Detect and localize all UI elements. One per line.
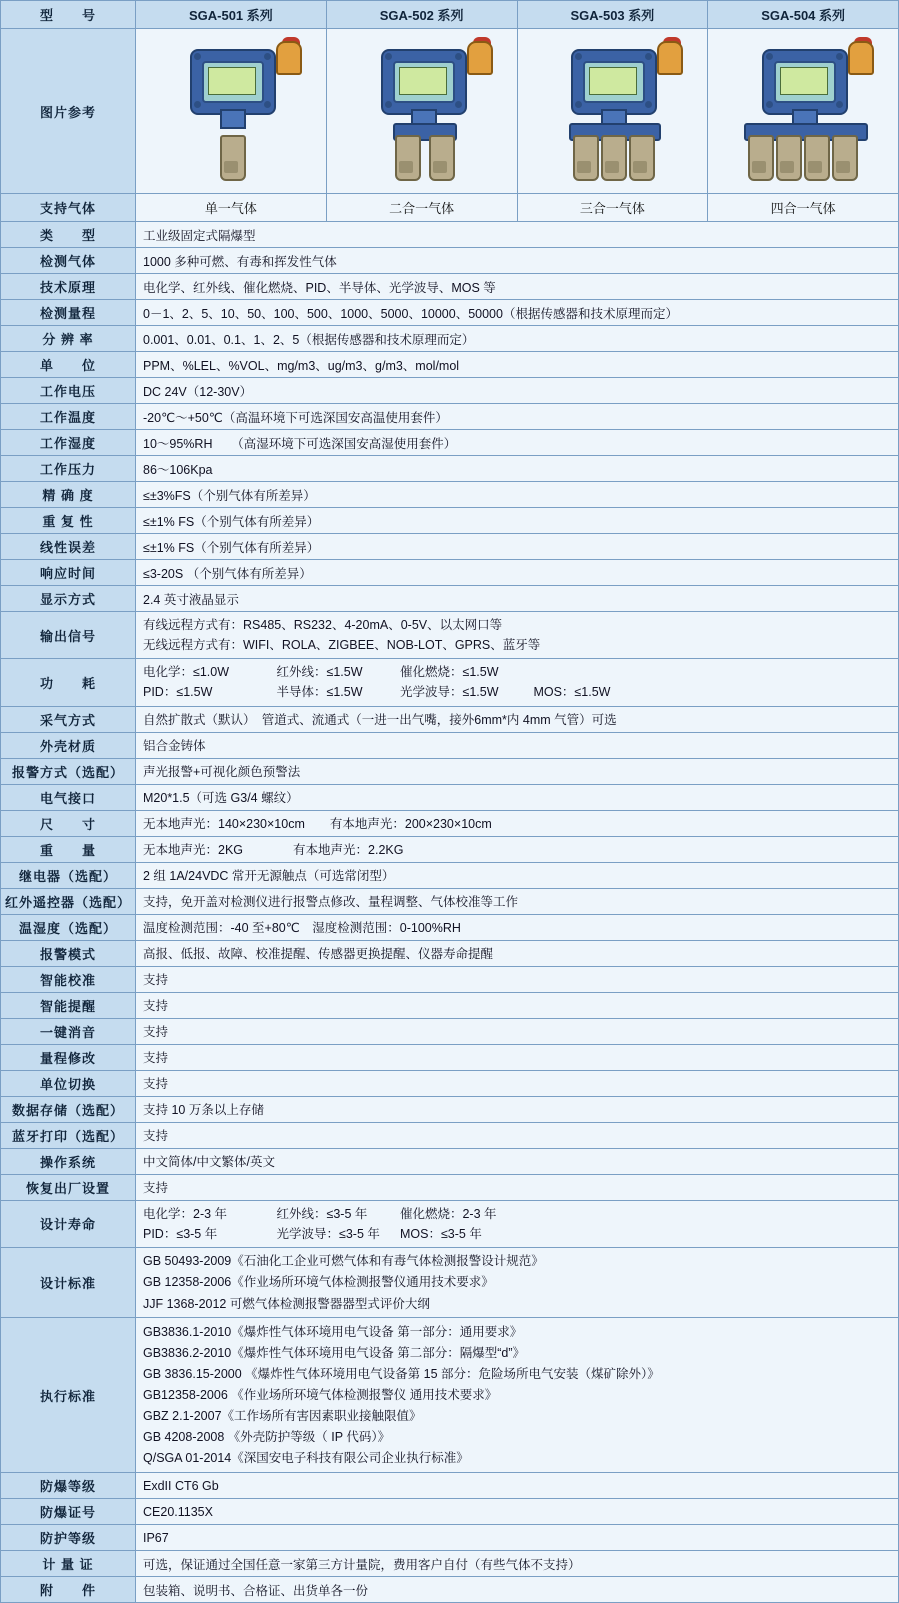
table-row-execute-standard <box>1 1318 899 1473</box>
row-label: 继电器（选配） <box>1 862 136 888</box>
design-standard-item: GB 12358-2006《作业场所环境气体检测报警仪通用技术要求》 <box>143 1275 494 1290</box>
lifetime-optical-waveguide: 光学波导：≤3-5 年 <box>276 1226 380 1241</box>
row-value-execute-standard <box>136 1318 899 1473</box>
table-row <box>1 430 899 456</box>
row-label: 温湿度（选配） <box>1 914 136 940</box>
table-row <box>1 862 899 888</box>
table-row-model-header <box>1 1 899 29</box>
row-value: CE20.1135X <box>136 1499 899 1525</box>
design-standard-item: GB 50493-2009《石油化工企业可燃气体和有毒气体检测报警设计规范》 <box>143 1254 544 1269</box>
execute-standard-item: GB12358-2006 《作业场所环境气体检测报警仪 通用技术要求》 <box>143 1388 498 1402</box>
lifetime-mos: MOS：≤3-5 年 <box>399 1226 482 1241</box>
table-row-design-standard <box>1 1247 899 1317</box>
table-row <box>1 274 899 300</box>
row-label: 量程修改 <box>1 1044 136 1070</box>
row-label: 单 位 <box>1 352 136 378</box>
row-value: 铝合金铸体 <box>136 732 899 758</box>
row-label: 防爆等级 <box>1 1473 136 1499</box>
row-value: ExdII CT6 Gb <box>136 1473 899 1499</box>
table-row <box>1 508 899 534</box>
row-value: 支持 <box>136 1174 899 1200</box>
row-label: 采气方式 <box>1 706 136 732</box>
table-row <box>1 1499 899 1525</box>
table-row <box>1 1096 899 1122</box>
row-value: 中文简体/中文繁体/英文 <box>136 1148 899 1174</box>
power-line-1 <box>143 662 891 682</box>
row-value: 2.4 英寸液晶显示 <box>136 586 899 612</box>
row-label: 显示方式 <box>1 586 136 612</box>
table-row <box>1 784 899 810</box>
row-label-design-standard: 设计标准 <box>1 1247 136 1317</box>
row-value: PPM、%LEL、%VOL、mg/m3、ug/m3、g/m3、mol/mol <box>136 352 899 378</box>
table-row <box>1 706 899 732</box>
execute-standard-item: Q/SGA 01-2014《深国安电子科技有限公司企业执行标准》 <box>143 1451 469 1466</box>
model-header-4: SGA-504 系列 <box>708 1 899 29</box>
gas-support-value-4: 四合一气体 <box>708 194 899 222</box>
row-value: 1000 多种可燃、有毒和挥发性气体 <box>136 248 899 274</box>
row-value: 包装箱、说明书、合格证、出货单各一份 <box>136 1577 899 1603</box>
table-row <box>1 914 899 940</box>
row-label: 附 件 <box>1 1577 136 1603</box>
row-label: 智能提醒 <box>1 992 136 1018</box>
row-value-power <box>136 659 899 706</box>
row-value: 支持 10 万条以上存储 <box>136 1096 899 1122</box>
table-row-design-lifetime <box>1 1200 899 1247</box>
row-label: 单位切换 <box>1 1070 136 1096</box>
row-label: 工作电压 <box>1 378 136 404</box>
row-label: 重 复 性 <box>1 508 136 534</box>
table-row <box>1 992 899 1018</box>
execute-standard-item: GB3836.2-2010《爆炸性气体环境用电气设备 第二部分：隔爆型“d”》 <box>143 1345 526 1360</box>
table-row <box>1 1122 899 1148</box>
output-signal-wireless: 无线远程方式有：WIFI、ROLA、ZIGBEE、NOB-LOT、GPRS、蓝牙等 <box>143 638 541 653</box>
gas-support-value-2: 二合一气体 <box>326 194 517 222</box>
row-value-output-signal <box>136 612 899 659</box>
model-header-1: SGA-501 系列 <box>136 1 327 29</box>
row-label: 类 型 <box>1 222 136 248</box>
gas-support-value-1: 单一气体 <box>136 194 327 222</box>
table-row <box>1 836 899 862</box>
power-infrared: 红外线：≤1.5W <box>276 665 363 680</box>
table-row <box>1 534 899 560</box>
row-value: 声光报警+可视化颜色预警法 <box>136 758 899 784</box>
row-label-model: 型 号 <box>1 1 136 29</box>
table-row <box>1 1473 899 1499</box>
row-value: 无本地声光：140×230×10cm 有本地声光：200×230×10cm <box>136 810 899 836</box>
row-value: ≤±1% FS（个别气体有所差异） <box>136 534 899 560</box>
table-row <box>1 758 899 784</box>
row-value: 支持 <box>136 1070 899 1096</box>
power-mos: MOS：≤1.5W <box>533 685 611 700</box>
row-label: 技术原理 <box>1 274 136 300</box>
row-value: -20℃～+50℃（高温环境下可选深国安高温使用套件） <box>136 404 899 430</box>
execute-standard-item: GB 3836.15-2000 《爆炸性气体环境用电气设备第 15 部分：危险场所电气安装（煤矿除外）》 <box>143 1366 660 1381</box>
row-label: 工作压力 <box>1 456 136 482</box>
detector-illustration-2-sensor <box>337 35 507 185</box>
table-row <box>1 300 899 326</box>
row-label: 计 量 证 <box>1 1551 136 1577</box>
row-value: 86～106Kpa <box>136 456 899 482</box>
row-value-design-standard <box>136 1247 899 1317</box>
product-image-4 <box>708 29 899 194</box>
row-value: 支持 <box>136 966 899 992</box>
execute-standard-item: GB3836.1-2010《爆炸性气体环境用电气设备 第一部分：通用要求》 <box>143 1324 523 1339</box>
table-row <box>1 352 899 378</box>
row-value: M20*1.5（可选 G3/4 螺纹） <box>136 784 899 810</box>
row-label: 报警方式（选配） <box>1 758 136 784</box>
row-value: 支持 <box>136 1122 899 1148</box>
row-value: 无本地声光：2KG 有本地声光：2.2KG <box>136 836 899 862</box>
row-value: 支持，免开盖对检测仪进行报警点修改、量程调整、气体校准等工作 <box>136 888 899 914</box>
table-row-gas-support <box>1 194 899 222</box>
row-label: 一键消音 <box>1 1018 136 1044</box>
row-value-design-lifetime <box>136 1200 899 1247</box>
table-row <box>1 1174 899 1200</box>
table-row <box>1 1577 899 1603</box>
row-value: ≤±3%FS（个别气体有所差异） <box>136 482 899 508</box>
row-label: 响应时间 <box>1 560 136 586</box>
execute-standard-item: GBZ 2.1-2007《工作场所有害因素职业接触限值》 <box>143 1409 422 1424</box>
product-image-3 <box>517 29 708 194</box>
row-label: 恢复出厂设置 <box>1 1174 136 1200</box>
row-label: 分 辨 率 <box>1 326 136 352</box>
power-pid: PID：≤1.5W <box>143 685 213 700</box>
model-header-3: SGA-503 系列 <box>517 1 708 29</box>
lifetime-pid: PID：≤3-5 年 <box>143 1226 218 1241</box>
table-row <box>1 810 899 836</box>
lifetime-electrochemical: 电化学：2-3 年 <box>143 1206 228 1221</box>
row-label: 电气接口 <box>1 784 136 810</box>
row-label-design-lifetime: 设计寿命 <box>1 1200 136 1247</box>
table-row <box>1 732 899 758</box>
row-label-gas-support: 支持气体 <box>1 194 136 222</box>
row-label: 精 确 度 <box>1 482 136 508</box>
row-label: 数据存储（选配） <box>1 1096 136 1122</box>
row-value: 0－1、2、5、10、50、100、500、1000、5000、10000、50000（根据传感器和技术原理而定） <box>136 300 899 326</box>
table-row <box>1 1525 899 1551</box>
table-row <box>1 1070 899 1096</box>
row-value: 支持 <box>136 1044 899 1070</box>
row-value: 工业级固定式隔爆型 <box>136 222 899 248</box>
table-row <box>1 404 899 430</box>
lifetime-catalytic: 催化燃烧：2-3 年 <box>399 1206 497 1221</box>
table-row <box>1 1044 899 1070</box>
row-value: 电化学、红外线、催化燃烧、PID、半导体、光学波导、MOS 等 <box>136 274 899 300</box>
gas-support-value-3: 三合一气体 <box>517 194 708 222</box>
lifetime-infrared: 红外线：≤3-5 年 <box>276 1206 368 1221</box>
power-line-2 <box>143 682 891 702</box>
table-row-output-signal <box>1 612 899 659</box>
row-label: 红外遥控器（选配） <box>1 888 136 914</box>
row-label: 检测量程 <box>1 300 136 326</box>
power-catalytic: 催化燃烧：≤1.5W <box>399 665 499 680</box>
product-image-1 <box>136 29 327 194</box>
detector-illustration-4-sensor <box>718 35 888 185</box>
model-header-2: SGA-502 系列 <box>326 1 517 29</box>
power-optical-waveguide: 光学波导：≤1.5W <box>399 685 499 700</box>
row-value: 自然扩散式（默认） 管道式、流通式（一进一出气嘴，接外6mm*内 4mm 气管）可选 <box>136 706 899 732</box>
row-value: IP67 <box>136 1525 899 1551</box>
row-label-image-reference: 图片参考 <box>1 29 136 194</box>
row-value: 0.001、0.01、0.1、1、2、5（根据传感器和技术原理而定） <box>136 326 899 352</box>
row-label: 蓝牙打印（选配） <box>1 1122 136 1148</box>
table-row <box>1 456 899 482</box>
table-row <box>1 560 899 586</box>
row-label: 检测气体 <box>1 248 136 274</box>
row-label-output-signal: 输出信号 <box>1 612 136 659</box>
detector-illustration-1-sensor <box>146 35 316 185</box>
row-label: 外壳材质 <box>1 732 136 758</box>
row-label: 线性误差 <box>1 534 136 560</box>
row-value: ≤3-20S （个别气体有所差异） <box>136 560 899 586</box>
row-label-execute-standard: 执行标准 <box>1 1318 136 1473</box>
power-semiconductor: 半导体：≤1.5W <box>276 685 363 700</box>
table-row <box>1 1551 899 1577</box>
table-row <box>1 482 899 508</box>
design-standard-item: JJF 1368-2012 可燃气体检测报警器器型式评价大纲 <box>143 1296 430 1311</box>
output-signal-wired: 有线远程方式有：RS485、RS232、4-20mA、0-5V、以太网口等 <box>143 618 503 632</box>
row-value: 可选，保证通过全国任意一家第三方计量院，费用客户自付（有些气体不支持） <box>136 1551 899 1577</box>
table-row <box>1 888 899 914</box>
lifetime-line-1 <box>143 1204 891 1224</box>
detector-illustration-3-sensor <box>527 35 697 185</box>
row-label: 防护等级 <box>1 1525 136 1551</box>
row-value: ≤±1% FS（个别气体有所差异） <box>136 508 899 534</box>
table-row <box>1 940 899 966</box>
row-label: 重 量 <box>1 836 136 862</box>
row-value: 支持 <box>136 1018 899 1044</box>
table-row <box>1 248 899 274</box>
table-row <box>1 966 899 992</box>
product-image-2 <box>326 29 517 194</box>
row-label: 尺 寸 <box>1 810 136 836</box>
execute-standard-item: GB 4208-2008 《外壳防护等级（ IP 代码）》 <box>143 1430 391 1445</box>
row-value: 支持 <box>136 992 899 1018</box>
table-row <box>1 1018 899 1044</box>
row-label: 工作温度 <box>1 404 136 430</box>
table-row <box>1 586 899 612</box>
table-row <box>1 222 899 248</box>
row-label: 工作湿度 <box>1 430 136 456</box>
table-row-power <box>1 659 899 706</box>
row-value: 高报、低报、故障、校准提醒、传感器更换提醒、仪器寿命提醒 <box>136 940 899 966</box>
row-value: 温度检测范围：-40 至+80℃ 湿度检测范围：0-100%RH <box>136 914 899 940</box>
table-row <box>1 1148 899 1174</box>
row-value: DC 24V（12-30V） <box>136 378 899 404</box>
table-row <box>1 378 899 404</box>
power-electrochemical: 电化学：≤1.0W <box>143 665 230 680</box>
row-label-power: 功 耗 <box>1 659 136 706</box>
row-value: 2 组 1A/24VDC 常开无源触点（可选常闭型） <box>136 862 899 888</box>
lifetime-line-2 <box>143 1224 891 1244</box>
table-row <box>1 326 899 352</box>
row-label: 操作系统 <box>1 1148 136 1174</box>
row-value: 10～95%RH （高湿环境下可选深国安高湿使用套件） <box>136 430 899 456</box>
row-label: 报警模式 <box>1 940 136 966</box>
row-label: 智能校准 <box>1 966 136 992</box>
row-label: 防爆证号 <box>1 1499 136 1525</box>
table-row-image-reference <box>1 29 899 194</box>
